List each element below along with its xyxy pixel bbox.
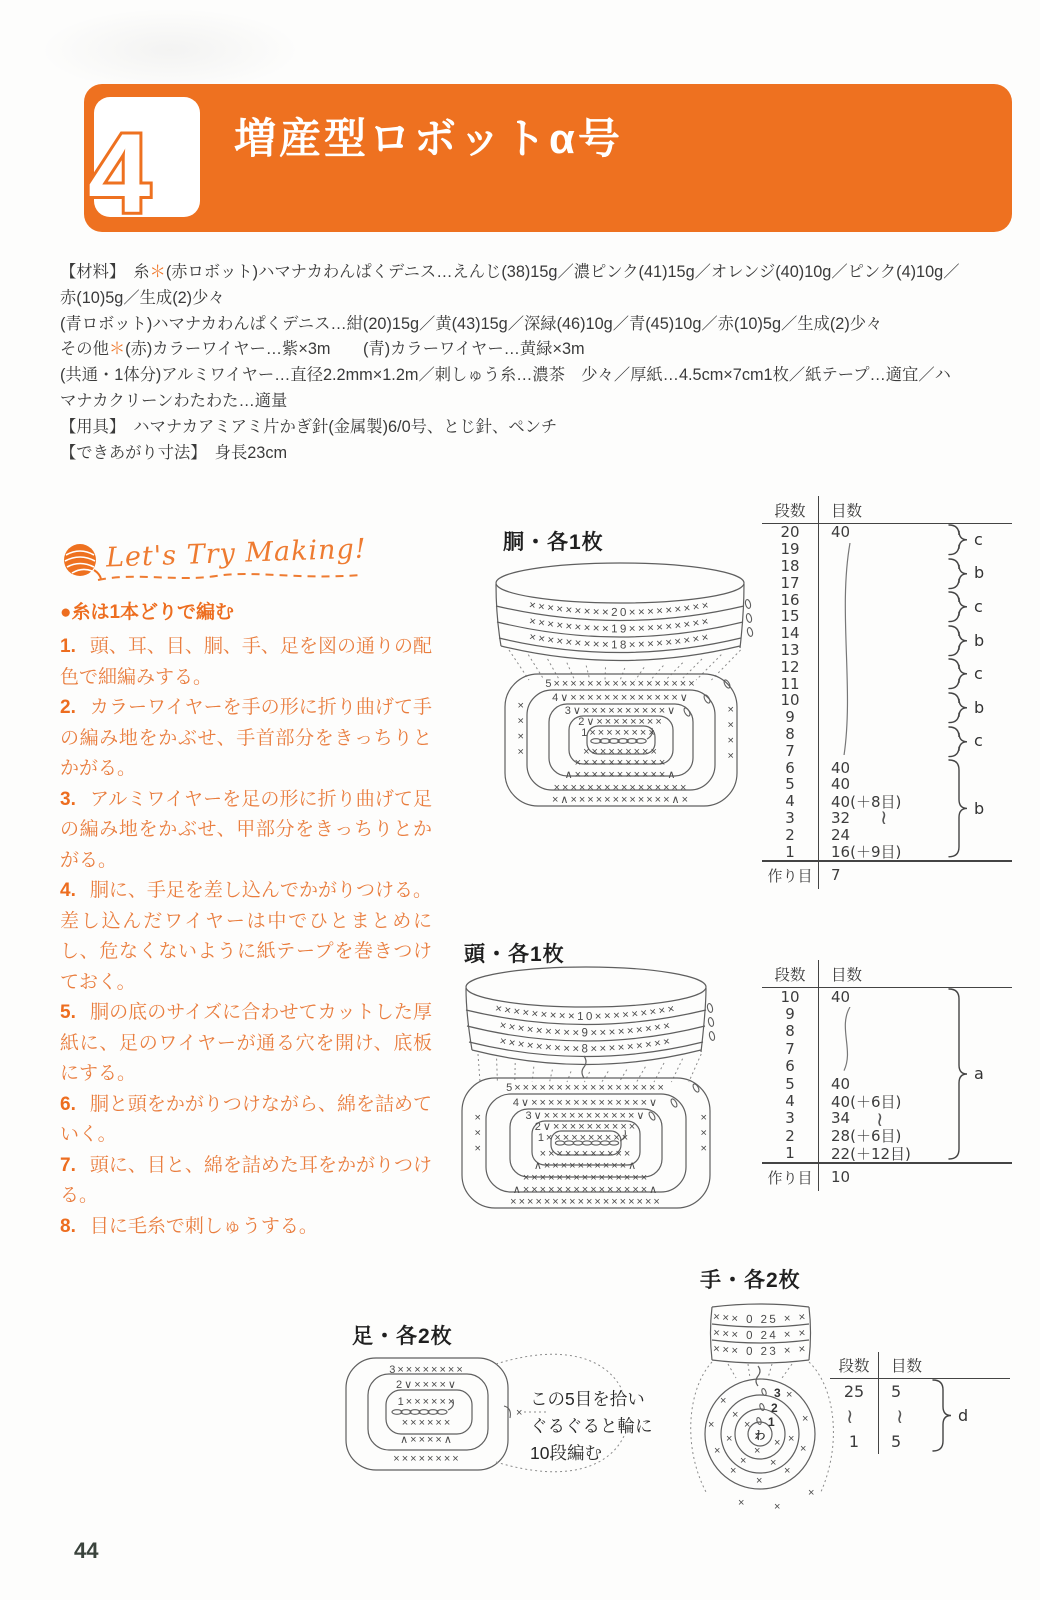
stitch-row: 1×××××××××× (537, 1132, 631, 1144)
table-cell: 1 (848, 1432, 860, 1451)
table-cell: 段数 (774, 501, 806, 520)
magic-ring-label: わ (754, 1430, 766, 1442)
svg-text:××× 0 24 × × (712, 1327, 808, 1342)
stitch-row: ×××××× (401, 1417, 453, 1429)
table-cell: 5 (878, 1429, 937, 1454)
table-cell: 16(＋9目) (818, 843, 953, 860)
table-cell: 40 (818, 524, 953, 541)
svg-text:××× 0 25 × × (712, 1311, 808, 1326)
stitch-mark: × (786, 1389, 793, 1401)
table-cell: 40 (818, 988, 953, 1005)
stitch-row: ××× 0 25 × × (712, 1311, 809, 1327)
stitch-mark: × (730, 1465, 737, 1477)
brace-label: c (974, 597, 983, 616)
materials-line: (共通・1体分)アルミワイヤー…直径2.2mm×1.2m／刺しゅう糸…濃茶 少々／厚紙…4.5cm×7cm1枚／紙テープ…適宜／ハ (60, 366, 951, 385)
stitch-row: 4∨××××××××××××××∨ (512, 1097, 660, 1109)
brace-label: b (974, 798, 985, 818)
table-cell: 9 (785, 708, 795, 727)
table-cell: 4 (785, 1092, 795, 1111)
materials-line: (青ロボット)ハマナカわんぱくデニス…紺(20)15g／黄(43)15g／深緑(46)10g／青(45)10g／赤(10)5g／生成(2)少々 (60, 314, 883, 333)
step-item: 5. 胴の底のサイズに合わせてカットした厚紙に、足のワイヤーが通る穴を開け、底板にする。 (60, 1002, 432, 1084)
stitch-row: 2∨×××××××× (578, 716, 664, 728)
table-cell: 28(＋6目) (818, 1127, 953, 1144)
table-cell: 40(＋6目) (818, 1092, 953, 1109)
stitch-row: ∧×××××××××××××××∧ (512, 1184, 660, 1196)
step-item: 4. 胴に、手足を差し込んでかがりつける。差し込んだワイヤーは中でひとまとめにし、危なくないように紙テープを巻きつけておく。 (60, 880, 432, 993)
step-item: 8. 目に毛糸で刺しゅうする。 (60, 1215, 318, 1237)
stitch-mark: × (708, 1419, 715, 1431)
materials-section (60, 260, 1020, 466)
table-cell: 8 (785, 1022, 795, 1041)
stitch-mark: × (714, 1445, 721, 1457)
materials-line: 【できあがり寸法】 身長23cm (60, 443, 288, 462)
row-group-brace (948, 557, 972, 595)
step-item: 6. 胴と頭をかがりつけながら、綿を詰めていく。 (60, 1093, 432, 1145)
ring-label: 3 (774, 1386, 781, 1400)
chapter-banner (84, 84, 1012, 236)
stitch-mark: × (756, 1475, 763, 1487)
stitch-mark: × (774, 1437, 781, 1449)
brace-label: b (974, 563, 985, 583)
stitch-row: 2∨××××∨ (396, 1379, 458, 1391)
stitch-mark: × (788, 1433, 795, 1445)
table-cell: 段数 (774, 965, 806, 984)
legs-note: この5目を拾い ぐるぐると輪に 10段編む (530, 1389, 653, 1463)
stitch-mark: × (802, 1413, 809, 1425)
row-group-brace (948, 691, 972, 729)
stitch-row: 5×××××××××××××××××× (506, 1082, 666, 1094)
stitch-row: ×××××××××10××××××××× (494, 1002, 678, 1024)
table-cell: 24 (818, 826, 953, 843)
table-cell: 10 (780, 987, 800, 1006)
chapter-number: 4 (88, 111, 151, 236)
yarn-note: ●糸は1本どりで編む (60, 602, 235, 623)
stitch-mark: × (720, 1395, 727, 1407)
table-cell: 7 (818, 862, 953, 889)
step-item: 7. 頭に、目と、綿を詰めた耳をかがりつける。 (60, 1154, 432, 1206)
svg-text:××× 0 23 × × (712, 1343, 808, 1358)
body-stitch-table (762, 496, 1012, 906)
ring-label: 2 (771, 1401, 778, 1415)
table-cell: 5 (878, 1379, 937, 1404)
stitch-column: ××× (471, 1114, 483, 1161)
brace-label: c (974, 664, 983, 684)
row-group-brace (948, 987, 972, 1165)
table-cell: 段数 (838, 1357, 870, 1375)
stitch-row: 1×××××××× (581, 727, 657, 739)
table-cell: 10 (818, 1164, 953, 1191)
brace-label: a (974, 1064, 984, 1083)
stitch-mark: × (738, 1497, 745, 1509)
head-stitch-table (762, 960, 1012, 1200)
table-cell: 9 (785, 1005, 795, 1024)
stitch-mark: × (784, 1465, 791, 1477)
stitch-row: ×××××××××19××××××××× (528, 615, 712, 636)
ditto-squiggle: ≀ (876, 1107, 884, 1132)
ditto-squiggle: ≀ (846, 1403, 854, 1428)
table-cell: 2 (785, 1126, 795, 1145)
stitch-mark: × (770, 1457, 777, 1469)
stitch-row: ×∧××××××××××××∧× (551, 794, 691, 806)
stitch-row: ×××××××××××××××××× (510, 1196, 662, 1208)
scan-smudge (40, 8, 300, 92)
stitch-mark: × (800, 1443, 807, 1455)
table-cell: 目数 (818, 960, 953, 987)
step-item: 3. アルミワイヤーを足の形に折り曲げて足の編み地をかぶせ、甲部分をきっちりとかがる。 (60, 788, 432, 871)
materials-line: 【用具】 ハマナカアミアミ片かぎ針(金属製)6/0号、とじ針、ペンチ (60, 417, 558, 436)
table-cell: 22(＋12目) (818, 1145, 953, 1162)
table-cell: 目数 (818, 496, 953, 523)
table-cell: 8 (785, 724, 795, 743)
stitch-row: ××××××××× (583, 746, 659, 758)
table-cell: 1 (785, 842, 795, 861)
table-cell: 6 (785, 758, 795, 777)
stitch-row: ××× 0 23 × × (712, 1343, 809, 1359)
ditto-curve (834, 1007, 860, 1071)
table-cell: 3 (785, 808, 795, 827)
brace-label: c (974, 731, 983, 751)
table-cell: 3 (785, 1109, 795, 1128)
table-cell: 40 (818, 1075, 953, 1092)
stitch-mark: × (740, 1455, 747, 1467)
hands-diagram-title: 手・各2枚 (700, 1269, 801, 1292)
materials-line: その他＊(赤)カラーワイヤー…紫×3m (青)カラーワイヤー…黄緑×3m (60, 340, 585, 359)
table-cell: 4 (785, 792, 795, 811)
step-item: 2. カラーワイヤーを手の形に折り曲げて手の編み地をかぶせ、手首部分をきっちりとかがる。 (60, 697, 432, 779)
table-cell: 20 (780, 523, 800, 542)
row-group-brace (932, 1378, 956, 1457)
table-cell: 10 (780, 691, 800, 710)
step-item: 1. 頭、耳、目、胴、手、足を図の通りの配色で細編みする。 (60, 636, 432, 688)
materials-line: マナカクリーンわたわた…適量 (60, 391, 288, 410)
stitch-column: ××× (697, 1114, 709, 1161)
stitch-row: ×××××××× (393, 1453, 461, 1465)
materials-line: 赤(10)5g／生成(2)少々 (60, 288, 225, 307)
table-cell: 5 (785, 1074, 795, 1093)
brace-label: d (958, 1405, 969, 1425)
dashed-underline (96, 568, 364, 586)
table-cell: 40(＋8目) (818, 793, 953, 810)
table-cell: 5 (785, 775, 795, 794)
stitch-row: 3∨×××××××××××∨ (525, 1110, 647, 1122)
stitch-mark: × (754, 1445, 761, 1457)
stitch-mark: × (726, 1433, 733, 1445)
stitch-column: ×××× (724, 706, 736, 768)
stitch-row: ×××××××××××××××× (553, 782, 689, 794)
table-cell: 目数 (878, 1352, 937, 1378)
brace-label: c (974, 529, 983, 549)
table-cell: 1 (785, 1144, 795, 1163)
legs-diagram-title: 足・各2枚 (352, 1325, 453, 1348)
stitch-mark: × (774, 1501, 781, 1513)
table-cell: 16 (780, 590, 800, 609)
table-cell: 34 (818, 1110, 953, 1127)
stitch-row: ∧××××××××××∧ (533, 1160, 639, 1172)
row-group-brace (948, 758, 972, 863)
stitch-row: ××××××××××××××× (522, 1172, 650, 1184)
table-cell: 2 (785, 825, 795, 844)
stitch-row: ×××××××××18××××××××× (528, 631, 712, 652)
materials-line: 【材料】 糸＊(赤ロボット)ハマナカわんぱくデニス…えんじ(38)15g／濃ピンク(41)15g／オレンジ(40)10g／ピンク(4)10g／ (60, 263, 960, 281)
table-cell: 40 (818, 759, 953, 776)
table-cell: 11 (780, 674, 800, 693)
stitch-column: ×××× (514, 702, 526, 764)
table-cell: 15 (780, 607, 800, 626)
stitch-row: 3∨××××××××××∨ (564, 705, 678, 717)
row-group-brace (948, 725, 972, 763)
body-diagram (435, 556, 765, 824)
stitch-row: ∧××××∧ (400, 1434, 454, 1446)
table-cell: 18 (780, 557, 800, 575)
body-diagram-title: 胴・各1枚 (503, 531, 604, 554)
table-cell: 32 (818, 810, 953, 827)
row-group-brace (948, 590, 972, 628)
brace-label: b (974, 630, 985, 650)
head-diagram (438, 962, 738, 1224)
stitch-row: 2∨×××××××××× (534, 1121, 638, 1133)
ditto-curve (834, 543, 860, 755)
row-group-brace (948, 523, 972, 561)
table-cell: 6 (785, 1057, 795, 1076)
table-cell: 7 (785, 1039, 795, 1058)
ditto-squiggle: ≀ (896, 1403, 904, 1428)
page-number: 44 (74, 1538, 99, 1563)
table-cell: 17 (780, 573, 800, 592)
stitch-row: ×××××××××9××××××××× (498, 1019, 674, 1040)
steps-list (60, 632, 432, 1242)
row-group-brace (948, 657, 972, 695)
table-cell: 40 (818, 776, 953, 793)
table-cell: 19 (780, 540, 800, 559)
table-cell: 7 (785, 741, 795, 760)
stitch-row: ××× 0 24 × × (712, 1327, 809, 1343)
stitch-mark: × (732, 1409, 739, 1421)
stitch-mark: × (808, 1487, 815, 1499)
stitch-row: ××××××××××× (574, 757, 668, 769)
table-cell: 13 (780, 640, 800, 659)
brace-label: b (974, 697, 985, 717)
stitch-row: ×××××××××20××××××××× (528, 599, 712, 620)
stitch-mark: × (744, 1419, 751, 1431)
head-diagram-title: 頭・各1枚 (464, 943, 565, 966)
hands-stitch-table (830, 1352, 1010, 1462)
table-cell: 12 (780, 657, 800, 676)
row-group-brace (948, 624, 972, 662)
table-cell: 25 (843, 1382, 865, 1401)
stitch-row: ×××××××××8××××××××× (498, 1035, 674, 1056)
table-cell: 14 (780, 624, 800, 643)
table-cell: 作り目 (767, 1168, 813, 1187)
page-title: 増産型ロボットα号 (234, 115, 623, 162)
table-cell (878, 1404, 937, 1429)
stitch-row: 3×××××××× (389, 1364, 465, 1376)
lets-try-script: Let's Try Making! (105, 533, 368, 574)
ring-label: 1 (768, 1415, 775, 1429)
stitch-row: 4∨×××××××××××××∨ (552, 692, 690, 704)
stitch-row: ∧×××××××××××∧ (564, 769, 678, 781)
stitch-row: 1×××××× (397, 1396, 457, 1408)
stitch-row: 5××××××××××××××××× (545, 678, 697, 690)
stitch-row: ××××××××××× (539, 1148, 633, 1160)
pickup-stitch-mark: × (516, 1407, 523, 1419)
table-cell: 作り目 (767, 866, 813, 885)
ditto-squiggle: ≀ (880, 805, 888, 829)
